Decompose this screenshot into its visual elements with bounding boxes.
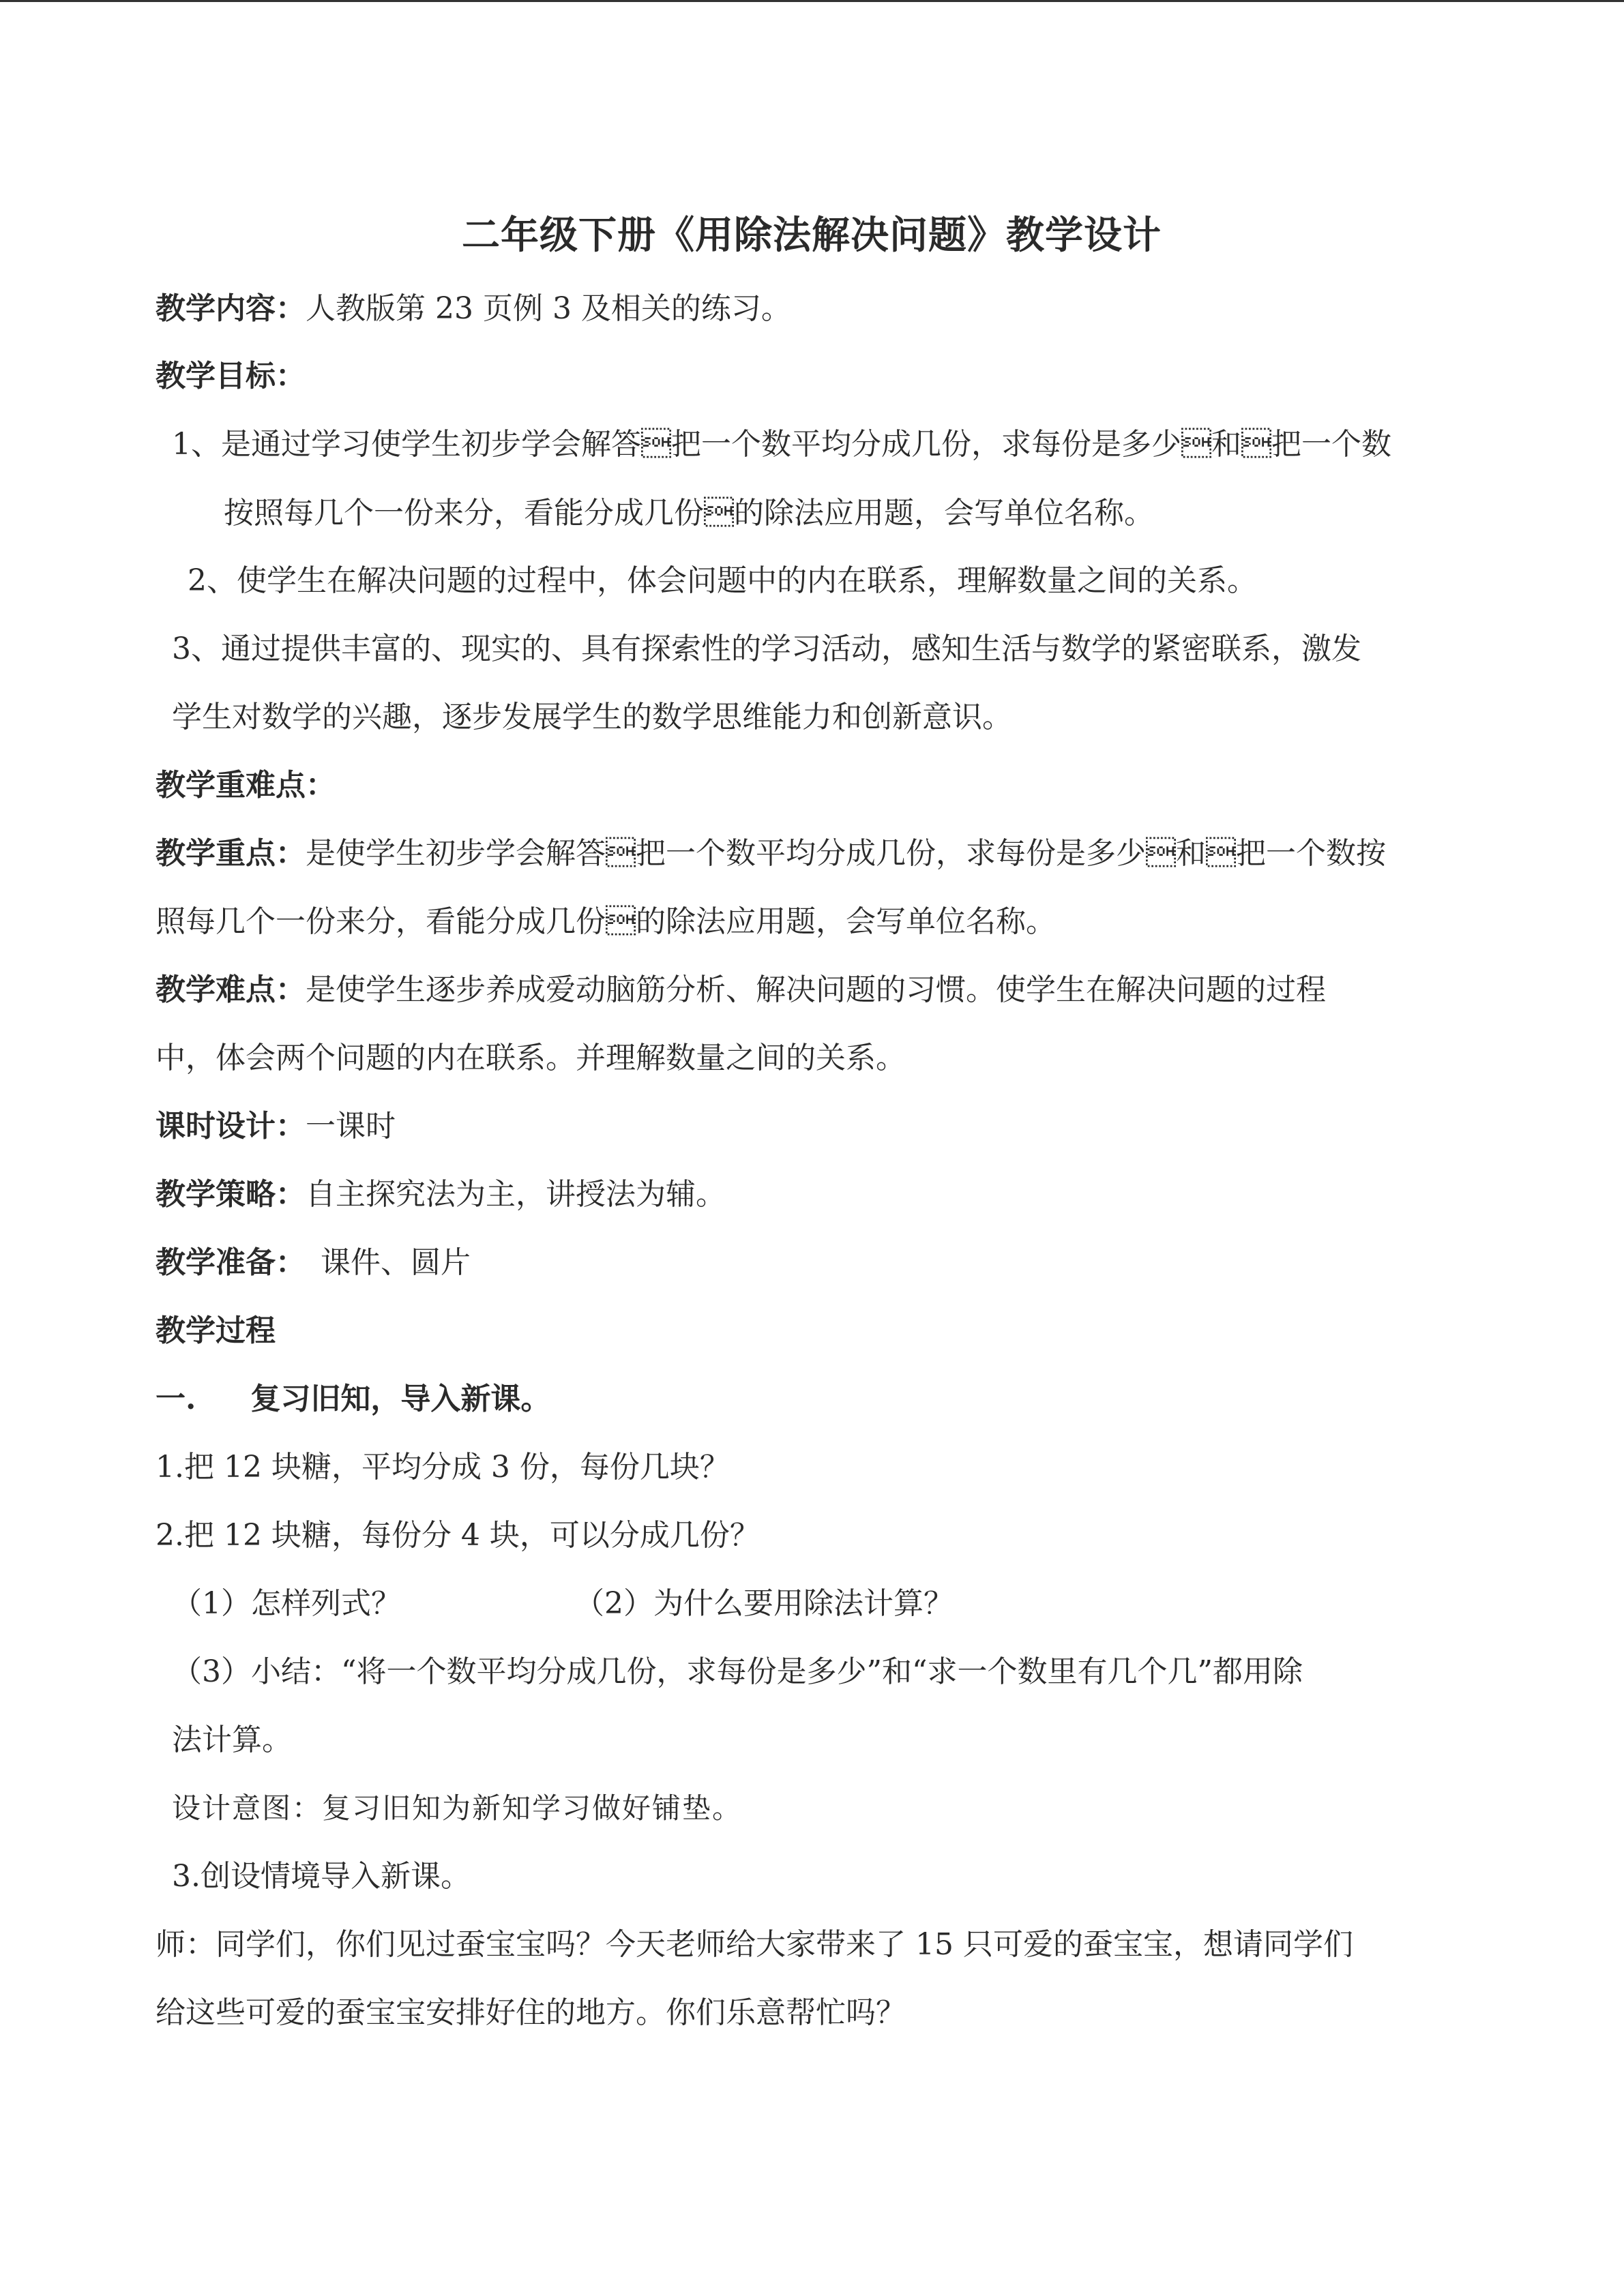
goal-3-line-1: 3、通过提供丰富的、现实的、具有探索性的学习活动，感知生活与数学的紧密联系，激发 xyxy=(172,631,1361,666)
goal-3-line-2: 学生对数学的兴趣，逐步发展学生的数学思维能力和创新意识。 xyxy=(172,700,1012,734)
summary-line-2: 法计算。 xyxy=(172,1723,292,1757)
process-heading: 教学过程 xyxy=(156,1313,276,1348)
strategy-text: 自主探究法为主，讲授法为辅。 xyxy=(306,1177,726,1212)
section-1-heading xyxy=(156,1379,550,1420)
difficult-point-line-2: 中，体会两个问题的内在联系。并理解数量之间的关系。 xyxy=(156,1041,906,1075)
strategy-line xyxy=(156,1174,726,1215)
goal-1-line-1: 1、是通过学习使学生初步学会解答把一个数平均分成几份，求每份是多少和把一个数 xyxy=(172,427,1391,462)
teacher-line-1: 师：同学们，你们见过蚕宝宝吗？今天老师给大家带来了 15 只可爱的蚕宝宝，想请同学们 xyxy=(156,1927,1353,1962)
design-intent-line: 设计意图：复习旧知为新知学习做好铺垫。 xyxy=(172,1791,743,1825)
teaching-content-label: 教学内容： xyxy=(156,291,306,326)
period-text: 一课时 xyxy=(306,1109,396,1144)
section-1-title: 复习旧知，导入新课。 xyxy=(250,1382,551,1416)
preparation-label: 教学准备： xyxy=(156,1245,306,1280)
difficult-point-line-1 xyxy=(156,970,1326,1011)
sub-question-1: （1）怎样列式？ xyxy=(172,1586,401,1621)
period-label: 课时设计： xyxy=(156,1109,306,1144)
goal-2-line: 2、使学生在解决问题的过程中，体会问题中的内在联系，理解数量之间的关系。 xyxy=(188,563,1257,598)
key-point-text: 是使学生初步学会解答把一个数平均分成几份，求每份是多少和把一个数按 xyxy=(306,836,1386,871)
period-line xyxy=(156,1106,396,1147)
step-3-line: 3.创设情境导入新课。 xyxy=(172,1859,471,1894)
preparation-line xyxy=(156,1242,471,1283)
teaching-content-line xyxy=(156,288,791,329)
key-point-line-2: 照每几个一份来分，看能分成几份的除法应用题，会写单位名称。 xyxy=(156,904,1056,939)
key-difficult-heading: 教学重难点： xyxy=(156,768,336,803)
document-title: 二年级下册《用除法解决问题》教学设计 xyxy=(462,213,1162,258)
teaching-content-text: 人教版第 23 页例 3 及相关的练习。 xyxy=(306,291,791,326)
summary-line-1: （3）小结：“将一个数平均分成几份，求每份是多少”和“求一个数里有几个几”都用除 xyxy=(172,1654,1303,1689)
difficult-point-label: 教学难点： xyxy=(156,972,306,1007)
difficult-point-text: 是使学生逐步养成爱动脑筋分析、解决问题的习惯。使学生在解决问题的过程 xyxy=(306,972,1326,1007)
strategy-label: 教学策略： xyxy=(156,1177,306,1212)
teacher-line-2: 给这些可爱的蚕宝宝安排好住的地方。你们乐意帮忙吗？ xyxy=(156,1995,906,2030)
goal-1-line-2: 按照每几个一份来分，看能分成几份的除法应用题，会写单位名称。 xyxy=(224,496,1154,531)
preparation-text: 课件、圆片 xyxy=(321,1245,471,1280)
key-point-label: 教学重点： xyxy=(156,836,306,871)
key-point-line-1 xyxy=(156,833,1386,874)
section-1-number: 一. xyxy=(156,1382,196,1416)
review-question-2: 2.把 12 块糖，每份分 4 块，可以分成几份？ xyxy=(156,1518,760,1553)
teaching-goals-heading: 教学目标： xyxy=(156,359,306,393)
review-question-1: 1.把 12 块糖，平均分成 3 份，每份几块？ xyxy=(156,1450,730,1485)
sub-question-2: （2）为什么要用除法计算？ xyxy=(574,1586,954,1621)
